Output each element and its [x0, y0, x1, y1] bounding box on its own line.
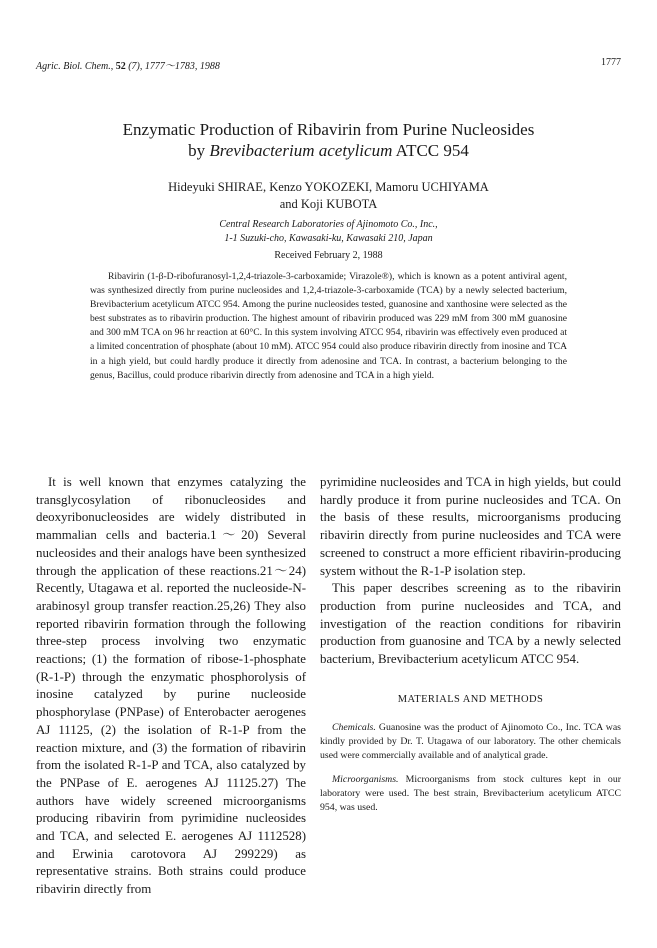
section-heading: MATERIALS AND METHODS	[397, 693, 544, 705]
paper-title: Enzymatic Production of Ribavirin from Purine Nucleosides by Brevibacterium acetylicum ATCC 954	[122, 120, 535, 160]
microorganisms-paragraph: Microorganisms. Microorganisms from stock cultures kept in our laboratory were used. The best strain, Brevibacterium acetylicum ATCC 954, was used.	[320, 773, 621, 813]
journal-citation: Agric. Biol. Chem., 52 (7), 1777～1783, 1988	[36, 61, 220, 72]
body-column-left	[36, 474, 306, 899]
page-number: 1777	[601, 57, 621, 68]
chemicals-paragraph: Chemicals. Guanosine was the product of Ajinomoto Co., Inc. TCA was kindly provided by Dr. T. Utagawa of our laboratory. The other chemicals used were commercially available and of analytical grade.	[320, 721, 621, 761]
body-column-right	[320, 474, 621, 815]
aim-paragraph: This paper describes screening as to the ribavirin production from purine nucleosides and TCA, and investigation of the reaction conditions for ribavirin production from guanosine and TCA by a newly selected bacterium, Brevibacterium acetylicum ATCC 954.	[320, 581, 621, 667]
author-list: Hideyuki SHIRAE, Kenzo YOKOZEKI, Mamoru UCHIYAMA and Koji KUBOTA	[168, 180, 489, 211]
intro-paragraph-continued: pyrimidine nucleosides and TCA in high yields, but could hardly produce it from purine nucleosides and TCA. On the basis of these results, microorganisms producing ribavirin directly from purine nucleosides and TCA were screened to construct a more efficient ribavirin-producing system without the R-1-P isolation step.	[320, 475, 621, 578]
received-date: Received February 2, 1988	[274, 250, 383, 261]
affiliation: Central Research Laboratories of Ajinomoto Co., Inc., 1-1 Suzuki-cho, Kawasaki-ku, Kawasaki 210, Japan	[219, 219, 438, 244]
intro-paragraph: It is well known that enzymes catalyzing the transglycosylation of ribonucleosides and deoxyribonucleosides are widely distributed in mammalian cells and bacteria.1～20) Several nucleosides and their analogs have been synthesized through the application of these reactions.21～24) Recently, Utagawa et al. reported the nucleoside-N-arabinosyl group transfer reaction.25,26) They also reported ribavirin formation through the following three-step process involving two enzymatic reactions; (1) the formation of ribose-1-phosphate (R-1-P) through the enzymatic phosphorolysis of inosine catalyzed by purine nucleoside phosphorylase (PNPase) of Enterobacter aerogenes AJ 11125, (2) the isolation of R-1-P from the reaction mixture, and (3) the formation of ribavirin from the isolated R-1-P and TCA, also catalyzed by the PNPase of E. aerogenes AJ 11125.27) The authors have widely screened microorganisms producing ribavirin from pyrimidine nucleosides and TCA, and selected E. aerogenes AJ 1112528) and Erwinia carotovora AJ 299229) as representative strains. Both strains could produce ribavirin directly from	[36, 475, 306, 897]
running-header	[36, 57, 621, 71]
abstract: Ribavirin (1-β-D-ribofuranosyl-1,2,4-triazole-3-carboxamide; Virazole®), which is known as a potent antiviral agent, was synthesized directly from purine nucleosides and 1,2,4-triazole-3-carboxamide (TCA) by a newly selected bacterium, Brevibacterium acetylicum ATCC 954. Among the purine nucleosides tested, guanosine and xanthosine were selected as the best substrates as to ribavirin production. The highest amount of ribavirin produced was 229 mM from 300 mM guanosine and 300 mM TCA on 96 hr reaction at 60°C. In this system involving ATCC 954, ribavirin was effectively even produced at a limited concentration of phosphate (about 10 mM). ATCC 954 could also produce ribavirin directly from inosine and TCA in a high yield, but could hardly produce it directly from adenosine and TCA. In contrast, a bacterium belonging to the genus, Bacillus, could produce ribarivin directly from adenosine and TCA in a high yield.	[90, 271, 568, 381]
